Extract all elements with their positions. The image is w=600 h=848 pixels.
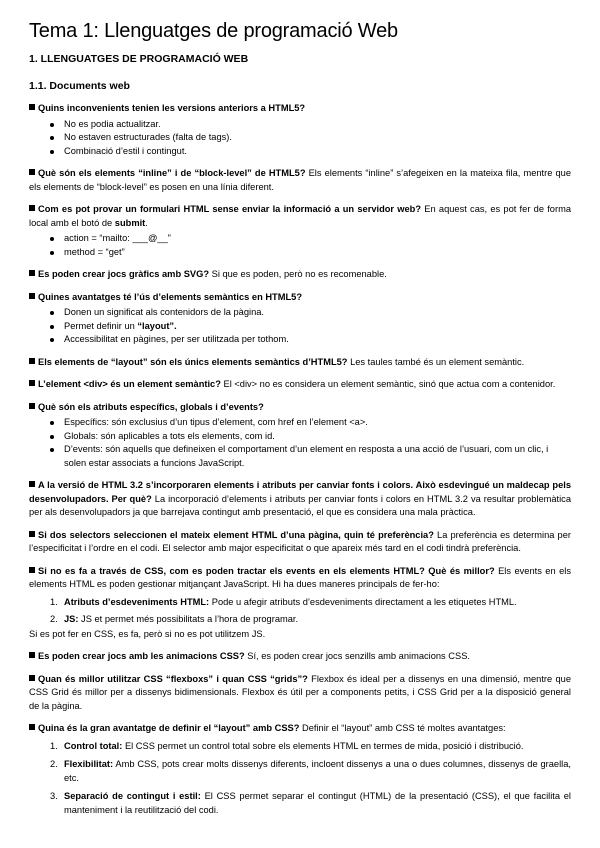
- list-item: 1. Atributs d’esdeveniments HTML: Pode u afegir atributs d’esdeveniments directament a les etiquetes HTML.: [50, 596, 517, 607]
- square-bullet-icon: [29, 104, 35, 110]
- list-item: Accessibilitat en pàgines, per ser utilitzada per tothom.: [29, 333, 571, 347]
- qa-paragraph: Es poden crear jocs gràfics amb SVG? Si que es poden, però no es recomenable.: [29, 268, 571, 282]
- qa-paragraph: Els elements de “layout” són els únics elements semàntics d’HTML5? Les taules també és un element semàntic.: [29, 356, 571, 370]
- bullet-icon: [50, 325, 54, 329]
- square-bullet-icon: [29, 358, 35, 364]
- qa-paragraph: Si dos selectors seleccionen el mateix element HTML d’una pàgina, quin té preferència? La preferència es determina per l’especificitat i l’ordre en el codi. El selector amb major especificitat o que apareix més tard en el codi tindrà preferència.: [29, 529, 571, 553]
- list-item: Específics: són exclusius d’un tipus d’element, com href en l’element <a>.: [29, 416, 571, 430]
- bullet-icon: [50, 123, 54, 127]
- qa-paragraph: A la versió de HTML 3.2 s’incorporaren elements i atributs per canviar fonts i colors. Això esdevingué un maldecap pels desenvolupadors. Per què? La incorporació d’elements i atributs per canviar fonts i colors en HTML 3.2 va resultar problemàtica per als desenvolupadors ja que barrejava contingut amb presentació, el que es considera una mala pràctica.: [29, 480, 571, 517]
- bullet-icon: [50, 136, 54, 140]
- square-bullet-icon: [29, 567, 35, 573]
- page-title: Tema 1: Llenguatges de programació Web: [29, 20, 398, 42]
- bullet-icon: [50, 421, 54, 425]
- list-item: method = “get”: [29, 246, 571, 260]
- square-bullet-icon: [29, 675, 35, 681]
- bullet-icon: [50, 237, 54, 241]
- list-item: Permet definir un “layout”.: [29, 320, 571, 334]
- qa-paragraph: Què són els atributs específics, globals i d’events?: [29, 401, 571, 415]
- bullet-list: [29, 118, 571, 159]
- numbered-list: [29, 740, 571, 818]
- bullet-icon: [50, 150, 54, 154]
- bullet-icon: [50, 311, 54, 315]
- qa-paragraph: L’element <div> és un element semàntic? El <div> no es considera un element semàntic, sinó que actua com a contenidor.: [29, 378, 571, 392]
- qa-paragraph: Si no es fa a través de CSS, com es poden tractar els events en els elements HTML? Què és millor? Els events en els elements HTML es poden gestionar mitjançant JavaScript. Hi ha dues maneres principals de fer-ho:: [29, 565, 571, 589]
- qa-paragraph: Què són els elements “inline” i de “block-level” de HTML5? Els elements “inline” s’afegeixen en la mateixa fila, mentre que els elements de “block-level” es posen en una línia diferent.: [29, 168, 571, 192]
- bullet-list: [29, 232, 571, 259]
- subsection-heading: 1.1. Documents web: [29, 80, 130, 92]
- list-item: D’events: són aquells que defineixen el comportament d’un element en resposta a una acció de l’usuari, com un clic, i solen estar associats a funcions JavaScript.: [29, 443, 571, 470]
- square-bullet-icon: [29, 403, 35, 409]
- square-bullet-icon: [29, 652, 35, 658]
- list-item: 3. Separació de contingut i estil: El CSS permet separar el contingut (HTML) de la presentació (CSS), el que facilita el manteniment i la reutilització del codi.: [50, 791, 571, 815]
- square-bullet-icon: [29, 531, 35, 537]
- square-bullet-icon: [29, 270, 35, 276]
- note-paragraph: Si es pot fer en CSS, es fa, però si no es pot utilitzem JS.: [29, 628, 266, 639]
- numbered-list: [29, 596, 571, 627]
- square-bullet-icon: [29, 169, 35, 175]
- bullet-list: [29, 306, 571, 347]
- bullet-icon: [50, 338, 54, 342]
- bullet-icon: [50, 448, 54, 452]
- qa-paragraph: Quan és millor utilitzar CSS “flexboxs” i quan CSS “grids”? Flexbox és ideal per a dissenys en una dimensió, mentre que CSS Grid és millor per a dissenys bidimensionals. Flexbox és útil per a components petits, i CSS Grid per a la disposició general de la pàgina.: [29, 673, 571, 711]
- qa-paragraph: Com es pot provar un formulari HTML sense enviar la informació a un servidor web? En aquest cas, es pot fer de forma local amb el botó de submit.: [29, 204, 571, 228]
- list-item: 2. JS: JS et permet més possibilitats a l’hora de programar.: [50, 614, 299, 624]
- qa-paragraph: Es poden crear jocs amb les animacions CSS? Sí, es poden crear jocs senzills amb animacions CSS.: [29, 650, 571, 664]
- square-bullet-icon: [29, 724, 35, 730]
- list-item: Combinació d’estil i contingut.: [29, 145, 571, 159]
- list-item: 1. Control total: El CSS permet un control total sobre els elements HTML en termes de mida, posició i distribució.: [50, 740, 524, 751]
- square-bullet-icon: [29, 205, 35, 211]
- qa-paragraph: Quines avantatges té l’ús d’elements semàntics en HTML5?: [29, 291, 571, 305]
- list-item: No es podia actualitzar.: [29, 118, 571, 132]
- bullet-icon: [50, 251, 54, 255]
- qa-paragraph: Quina és la gran avantatge de definir el “layout” amb CSS? Definir el “layout” amb CSS té moltes avantatges:: [29, 722, 571, 736]
- list-item: action = “mailto: ___@__”: [29, 232, 571, 246]
- square-bullet-icon: [29, 481, 35, 487]
- bullet-list: [29, 416, 571, 470]
- square-bullet-icon: [29, 380, 35, 386]
- section-heading: 1. LLENGUATGES DE PROGRAMACIÓ WEB: [29, 53, 249, 65]
- qa-paragraph: Quins inconvenients tenien les versions anteriors a HTML5?: [29, 102, 571, 116]
- list-item: Globals: són aplicables a tots els elements, com id.: [29, 430, 571, 444]
- list-item: No estaven estructurades (falta de tags).: [29, 131, 571, 145]
- list-item: 2. Flexibilitat: Amb CSS, pots crear molts dissenys diferents, incloent dissenys a una o dues columnes, dissenys de graella, etc.: [50, 759, 571, 783]
- square-bullet-icon: [29, 293, 35, 299]
- bullet-icon: [50, 435, 54, 439]
- list-item: Donen un significat als contenidors de la pàgina.: [29, 306, 571, 320]
